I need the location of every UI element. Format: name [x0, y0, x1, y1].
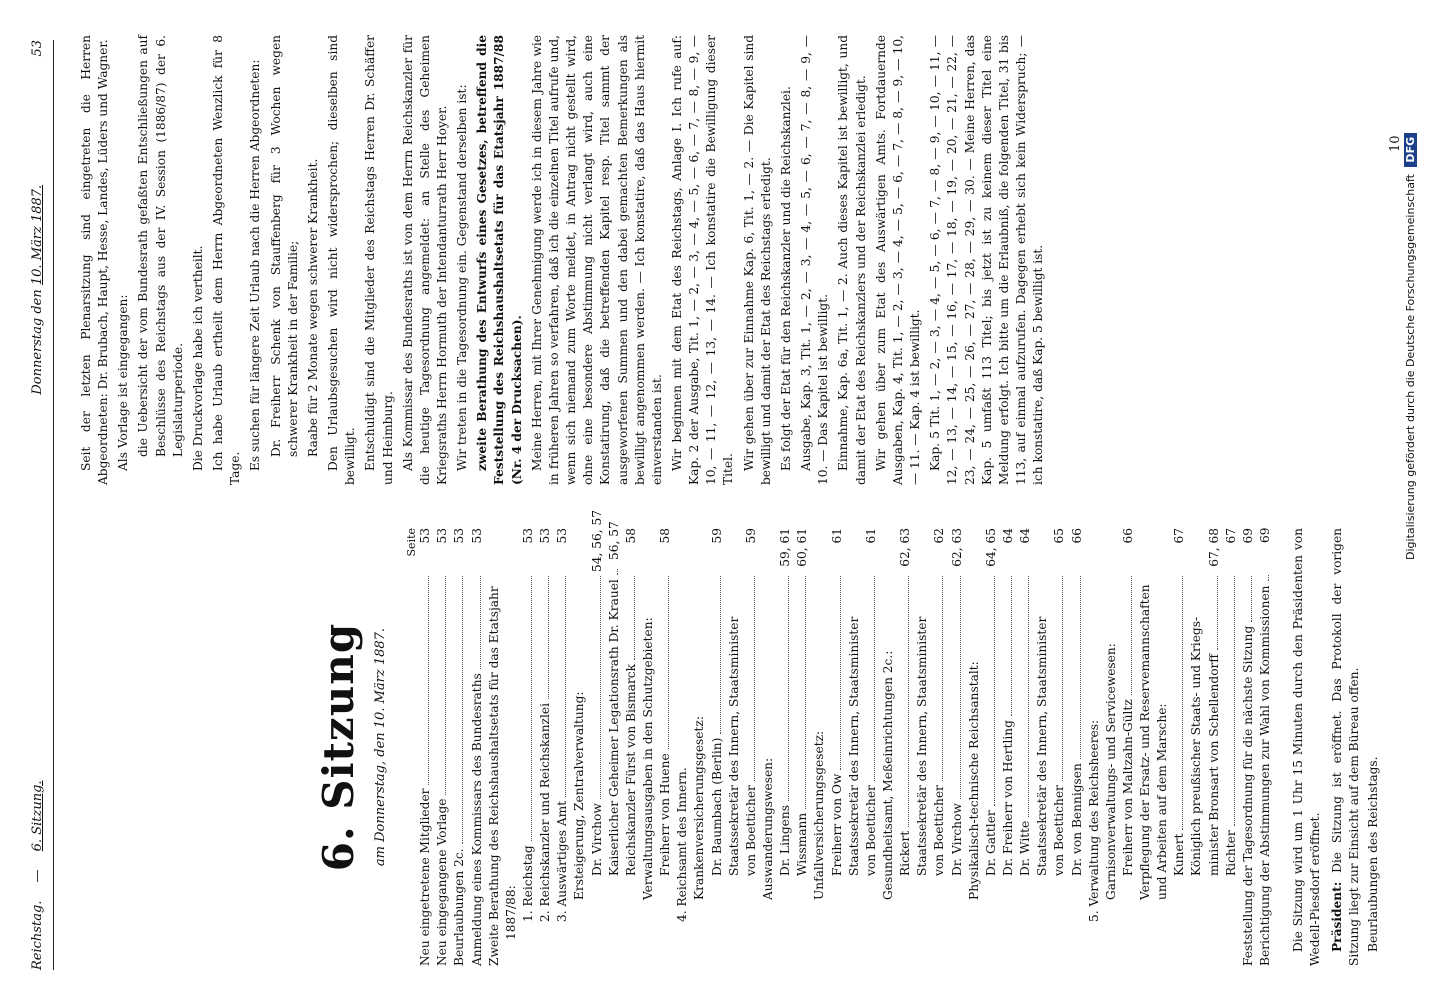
toc-leader	[1080, 576, 1081, 759]
toc-leader	[1251, 576, 1252, 622]
toc-entry	[434, 528, 451, 966]
toc-entry-text: Freiherr von Huene	[658, 753, 673, 876]
toc-entry-text: Kaiserlicher Geheimer Legationsrath Dr. Krauel	[606, 579, 621, 876]
toc-entry-text: Verwaltungsausgaben in den Schutzgebieten:	[640, 617, 655, 900]
toc-entry-text: Dr. Virchow	[949, 803, 964, 876]
toc-leader	[462, 576, 463, 844]
toc-entry	[794, 528, 811, 966]
president-statement	[1329, 528, 1363, 966]
toc-entry-text: 1. Reichstag	[521, 845, 535, 922]
toc-entry-page: 58	[658, 528, 673, 544]
toc-entry-page: 53	[521, 528, 535, 544]
table-of-contents	[417, 509, 1274, 966]
toc-entry-text: Neu eingetretene Mitglieder	[418, 788, 433, 966]
toc-entry-text: von Boetticher	[1052, 785, 1067, 876]
toc-entry-text: Wissmann	[795, 812, 810, 876]
toc-entry	[1137, 528, 1154, 966]
minutes-text: Das Protokoll der vorigen Sitzung liegt zur Einsicht auf dem Büreau offen.	[1329, 527, 1361, 966]
toc-leader	[480, 576, 481, 669]
toc-entry	[983, 528, 1000, 966]
protocol-paragraph: Wir gehen über zum Etat des Auswärtigen Amts. Fortdauernde Ausgaben, Kap. 4, Tit. 1, — 2, — 3, — 4, — 5, — 6, — 7, — 8, — 9, — 10, — 11. — Kap. 4 ist bewilligt.	[873, 35, 923, 485]
toc-entry-text: 4. Reichsamt des Innern.	[675, 767, 690, 922]
toc-entry-page: 59, 61	[778, 528, 793, 567]
toc-entry-text: Krankenversicherungsgesetz:	[692, 716, 707, 900]
toc-entry-text: Dr. Baumbach (Berlin)	[709, 737, 724, 876]
toc-entry-page: 62, 63	[949, 528, 964, 567]
toc-entry-page: 58	[623, 528, 638, 544]
toc-entry-text: Dr. Gattler	[983, 810, 998, 876]
toc-entry	[554, 528, 571, 966]
protocol-paragraph: Seit der letzten Plenarsitzung sind eingetreten die Herren Abgeordneten: Dr. Brubach, Haupt, Hesse, Landes, Lüders und Wagner.	[79, 35, 111, 485]
toc-entry-page: 53	[435, 528, 450, 544]
toc-leader	[960, 576, 961, 799]
toc-entry-page: 53	[555, 528, 570, 544]
toc-leader	[634, 576, 635, 660]
toc-entry-text: Dr. Virchow	[589, 803, 604, 876]
toc-entry-page: 65	[1052, 528, 1067, 544]
toc-entry	[846, 528, 863, 966]
toc-entry-text: 5. Verwaltung des Reichsheeres:	[1086, 719, 1101, 922]
toc-entry-text: Neu eingegangene Vorlage	[435, 798, 450, 966]
toc-entry-page: 59	[743, 528, 758, 544]
toc-entry-page: 66	[1120, 528, 1135, 544]
toc-entry-text: Staatssekretär des Innern, Staatsminister	[1035, 616, 1050, 876]
protocol-paragraph: Wir gehen über zur Einnahme Kap. 6, Tit. 1, — 2. — Die Kapitel sind bewilligt und damit der Etat des Reichstags erledigt.	[741, 35, 773, 485]
toc-entry-text: Anmeldung eines Kommissars des Bundesraths	[469, 673, 484, 966]
toc-entry-text: 2. Reichskanzler und Reichskanzlei	[538, 703, 553, 922]
toc-entry-text: Staatssekretär des Innern, Staatsminister	[726, 616, 741, 876]
toc-leader	[445, 576, 446, 795]
toc-leader	[548, 576, 549, 699]
protocol-paragraph: Einnahme, Kap. 6a, Tit. 1, — 2. Auch dieses Kapitel ist bewilligt, und damit der Etat des Reichskanzlers und der Reichskanzlei erledigt.	[836, 35, 868, 485]
toc-entry	[709, 528, 726, 966]
toc-entry	[657, 528, 674, 966]
toc-page-label: Seite	[405, 528, 419, 557]
toc-entry-page: 56, 57	[606, 521, 621, 560]
protocol-paragraph: Meine Herren, mit Ihrer Genehmigung werde ich in diesem Jahre wie in früheren Jahren so verfahren, daß ich die einzelnen Titel aufrufe und, wenn sich niemand zum Worte meldet, in Antrag nicht gestellt wird, ohne eine besondere Abstimmung nicht verlangt wird, auch eine Konstatirung, daß die betreffenden Kapitel resp. Titel sammt der ausgeworfenen Summen und den dabei gemachten Bemerkungen als bewilligt angenommen werden. — Ich konstatire, daß das Haus hiermit einverstanden ist.	[529, 35, 664, 485]
toc-entry-text: von Boetticher	[743, 785, 758, 876]
toc-entry-text: von Boetticher	[863, 785, 878, 876]
opening-statement: Die Sitzung wird um 1 Uhr 15 Minuten durch den Präsidenten von Wedell-Piesdorf eröffnet.	[1291, 528, 1323, 966]
toc-entry-text: Dr. Lingens	[778, 805, 793, 876]
toc-entry-page: 59	[709, 528, 724, 544]
page-number: 53	[30, 40, 45, 57]
signature-mark: 10	[1388, 135, 1403, 152]
toc-entry-text: Dr. von Bennigsen	[1069, 763, 1084, 876]
toc-entry-text: 1887/88:	[503, 885, 518, 940]
header-reichstag: Reichstag.	[30, 900, 45, 970]
protocol-paragraph: Raabe für 2 Monate wegen schwerer Krankheit.	[305, 158, 320, 457]
dfg-badge: DFG	[1404, 133, 1417, 167]
toc-entry-page: 64, 65	[983, 528, 998, 567]
toc-entry-page: 69	[1240, 528, 1255, 544]
toc-leader	[942, 576, 943, 781]
toc-entry-page: 67	[1223, 528, 1238, 544]
header-rule	[53, 40, 54, 970]
toc-leader	[565, 576, 566, 797]
toc-entry-text: Freiherr von Maltzahn-Gültz	[1120, 699, 1135, 876]
digitization-note: Digitalisierung gefördert durch die Deutsche Forschungsgemeinschaft	[1404, 174, 1417, 560]
toc-entry-page: 53	[418, 528, 433, 544]
toc-entry	[743, 528, 760, 966]
protocol-paragraph: Als Vorlage ist eingegangen:	[116, 294, 131, 471]
toc-entry	[1069, 528, 1086, 966]
toc-entry	[571, 528, 588, 966]
toc-entry	[417, 528, 434, 966]
protocol-paragraph: Es suchen für längere Zeit Urlaub nach die Herren Abgeordneten:	[248, 59, 263, 471]
toc-leader	[805, 576, 806, 809]
header-date-prefix: Donnerstag den	[30, 289, 45, 395]
toc-entry	[1171, 528, 1188, 966]
toc-entry	[829, 528, 846, 966]
left-column	[78, 509, 1382, 966]
toc-leader	[874, 576, 875, 781]
toc-entry-page: 61	[863, 528, 878, 544]
toc-entry	[931, 528, 948, 966]
toc-entry-text: Kunert	[1172, 833, 1187, 876]
toc-entry-text: Dr. Freiherr von Hertling	[1000, 720, 1015, 876]
protocol-paragraph: Dr. Freiherr Schenk von Stauffenberg für 3 Wochen wegen schwerer Krankheit in der Familie;	[268, 35, 300, 457]
toc-entry	[674, 528, 691, 966]
sitzung-heading: 6. Sitzung	[314, 622, 363, 872]
header-left: Reichstag. — 6. Sitzung.	[30, 780, 45, 970]
toc-entry	[691, 528, 708, 966]
toc-entry-text: von Boetticher	[932, 785, 947, 876]
toc-entry	[520, 528, 537, 966]
protocol-paragraph: Wir treten in die Tagesordnung ein. Gegenstand derselben ist:	[455, 84, 470, 471]
toc-entry-text: Auswanderungswesen:	[760, 757, 775, 900]
toc-entry-text: Rickert	[898, 830, 913, 876]
toc-entry-text: minister Bronsart von Schellendorff	[1206, 653, 1221, 876]
toc-entry	[451, 528, 468, 966]
toc-entry	[606, 521, 623, 966]
toc-entry-page: 53	[469, 528, 484, 544]
protocol-paragraph: Wir beginnen mit dem Etat des Reichstags, Anlage I. Ich rufe auf: Kap. 2 der Ausgabe, Tit. 1, — 2, — 3, — 4, — 5, — 6, — 7, — 8, — 9, — 10, — 11, — 12, — 13, — 14. — Ich konstatire die Bewilligung dieser Titel.	[670, 35, 736, 485]
toc-leader	[1217, 576, 1218, 650]
toc-entry	[1223, 528, 1240, 966]
toc-entry	[503, 528, 520, 966]
toc-leader	[1131, 576, 1132, 695]
toc-leader	[1011, 576, 1012, 716]
toc-entry-text: Beurlaubungen 2c.	[452, 848, 467, 966]
toc-leader	[1268, 575, 1269, 581]
toc-leader	[840, 576, 841, 770]
toc-leader	[720, 576, 721, 734]
protocol-paragraph: Den Urlaubsgesuchen wird nicht widersprochen; dieselben sind bewilligt.	[326, 35, 358, 485]
page-header	[28, 40, 54, 970]
toc-entry-text: und Arbeiten auf dem Marsche:	[1155, 703, 1170, 900]
toc-entry-text: Staatssekretär des Innern, Staatsminister	[846, 616, 861, 876]
protocol-paragraph: Die Druckvorlage habe ich vertheilt.	[190, 245, 205, 471]
toc-entry	[966, 528, 983, 966]
toc-entry	[1120, 528, 1137, 966]
toc-entry	[486, 528, 503, 966]
toc-entry	[623, 528, 640, 966]
toc-entry-page: 62, 63	[898, 528, 913, 567]
toc-leader	[600, 576, 601, 799]
toc-entry-text: Gesundheitsamt, Meßeinrichtungen 2c.:	[880, 650, 895, 900]
toc-leader	[531, 576, 532, 841]
toc-entry-text: 3. Auswärtiges Amt	[555, 800, 570, 922]
toc-leader	[1028, 576, 1029, 817]
sitzung-date: am Donnerstag, den 10. März 1887.	[373, 627, 388, 867]
toc-entry-text: Physikalisch-technische Reichsanstalt:	[966, 661, 981, 900]
toc-entry-text: Dr. Witte	[1018, 820, 1033, 876]
toc-entry	[469, 528, 486, 966]
toc-entry	[897, 528, 914, 966]
toc-entry	[1000, 528, 1017, 966]
toc-entry	[1034, 528, 1051, 966]
toc-entry-text: Staatssekretär des Innern, Staatsminister	[915, 616, 930, 876]
toc-entry-page: 66	[1069, 528, 1084, 544]
toc-entry-page: 60, 61	[795, 528, 810, 567]
header-sitzung: 6. Sitzung.	[30, 780, 45, 852]
toc-entry-text: Verpflegung der Ersatz- und Reservemannschaften	[1138, 584, 1153, 900]
toc-entry	[760, 528, 777, 966]
toc-entry	[880, 528, 897, 966]
toc-entry	[726, 528, 743, 966]
digitization-footer	[1404, 133, 1417, 560]
toc-entry-page: 67, 68	[1206, 528, 1221, 567]
toc-entry-page: 67	[1172, 528, 1187, 544]
toc-entry-page: 64	[1018, 528, 1033, 544]
toc-entry-text: Richter	[1223, 830, 1238, 876]
president-text: Die Sitzung ist eröffnet.	[1329, 710, 1344, 873]
toc-leader	[1182, 576, 1183, 830]
toc-entry-page: 61	[829, 528, 844, 544]
toc-entry	[1257, 528, 1274, 966]
toc-entry	[914, 528, 931, 966]
toc-entry-page: 53	[452, 528, 467, 544]
toc-entry-page: 64	[1000, 528, 1015, 544]
agenda-heading: zweite Berathung des Entwurfs eines Gesetzes, betreffend die Feststellung des Reichshaushaltsetats für das Etatsjahr 1887/88 (Nr. 4 der Drucksachen).	[475, 35, 524, 485]
toc-entry	[1086, 528, 1103, 966]
toc-entry-text: Reichskanzler Fürst von Bismarck	[623, 663, 638, 876]
toc-entry-text: Ersteigerung, Zentralverwaltung:	[572, 691, 587, 900]
toc-leader	[668, 576, 669, 749]
protocol-paragraph: Ausgabe, Kap. 3, Tit. 1, — 2, — 3, — 4, — 5, — 6, — 7, — 8, — 9, — 10. — Das Kapitel ist bewilligt.	[799, 35, 831, 485]
toc-leader	[788, 576, 789, 801]
header-date: 10. März 1887.	[30, 184, 45, 286]
toc-leader	[994, 576, 995, 806]
toc-entry	[1188, 528, 1205, 966]
toc-entry	[863, 528, 880, 966]
beurlaubungen-note: Beurlaubungen des Reichstags.	[1365, 756, 1380, 952]
toc-entry-text: Unfallversicherungsgesetz:	[812, 730, 827, 900]
protocol-paragraph: die Uebersicht der vom Bundesrath gefaßten Entschließungen auf Beschlüsse des Reichstags aus der IV. Session (1886/87) der 6. Legislaturperiode.	[136, 35, 185, 457]
toc-entry	[1206, 528, 1223, 966]
toc-entry-text: Freiherr von Ow	[829, 773, 844, 876]
toc-entry	[1103, 528, 1120, 966]
toc-leader	[754, 576, 755, 781]
header-right	[30, 40, 45, 395]
toc-entry	[811, 528, 828, 966]
toc-entry	[949, 528, 966, 966]
toc-leader	[908, 576, 909, 827]
toc-entry-page: 54, 56, 57	[589, 509, 604, 572]
protocol-paragraph: Es folgt der Etat für den Reichskanzler und die Reichskanzlei.	[778, 86, 793, 471]
right-column	[78, 35, 1050, 485]
protocol-paragraph: Entschuldigt sind die Mitglieder des Reichstags Herren Dr. Schäffer und Heimburg.	[363, 35, 395, 485]
toc-entry	[589, 509, 606, 966]
president-label: Präsident:	[1329, 881, 1344, 952]
toc-leader	[617, 569, 618, 575]
toc-entry	[537, 528, 554, 966]
protocol-paragraph: Als Kommissar des Bundesraths ist von dem Herrn Reichskanzler für die heutige Tagesordnung angemeldet: an Stelle des Geheimen Kriegsraths Herrn Hormuth der Intendanturrath Herr Hoyer.	[400, 35, 449, 485]
toc-entry	[1240, 528, 1257, 966]
protocol-paragraph: Kap. 5 Tit. 1, — 2, — 3, — 4, — 5, — 6, — 7, — 8, — 9, — 10, — 11, — 12, — 13, — 14, — 15, — 16, — 17, — 18, — 19, — 20, — 21, — 22, — 23, — 24, — 25, — 26, — 27, — 28, — 29, — 30. — Meine Herren, das Kap. 5 umfaßt 113 Titel; bis jetzt ist zu keinem dieser Titel eine Meldung erfolgt. Ich bitte um die Erlaubniß, die folgenden Titel, 31 bis 113, auf einmal aufzurufen. Dagegen erhebt sich kein Widerspruch; — ich konstatire, daß Kap. 5 bewilligt ist.	[928, 35, 1046, 485]
toc-entry-text: Königlich preußischer Staats- und Kriegs-	[1189, 616, 1204, 876]
toc-entry	[1017, 528, 1034, 966]
toc-entry	[640, 528, 657, 966]
toc-entry-page: 53	[538, 528, 553, 544]
toc-leader	[1062, 576, 1063, 781]
toc-entry-page: 62	[932, 528, 947, 544]
toc-entry-text: Zweite Berathung des Reichshaushaltsetats für das Etatsjahr	[486, 586, 501, 966]
toc-leader	[428, 576, 429, 785]
toc-entry	[1051, 528, 1068, 966]
toc-entry-page: 69	[1258, 527, 1273, 543]
toc-entry-text: Berichtigung der Abstimmungen zur Wahl von Kommissionen	[1258, 585, 1273, 966]
toc-entry-text: Garnisonverwaltungs- und Servicewesen:	[1103, 643, 1118, 900]
toc-entry	[1154, 528, 1171, 966]
protocol-paragraph: Ich habe Urlaub ertheilt dem Herrn Abgeordneten Wenzlick für 8 Tage.	[211, 35, 243, 485]
toc-entry	[777, 528, 794, 966]
toc-entry-text: Feststellung der Tagesordnung für die nächste Sitzung	[1240, 625, 1255, 966]
toc-leader	[1234, 576, 1235, 826]
